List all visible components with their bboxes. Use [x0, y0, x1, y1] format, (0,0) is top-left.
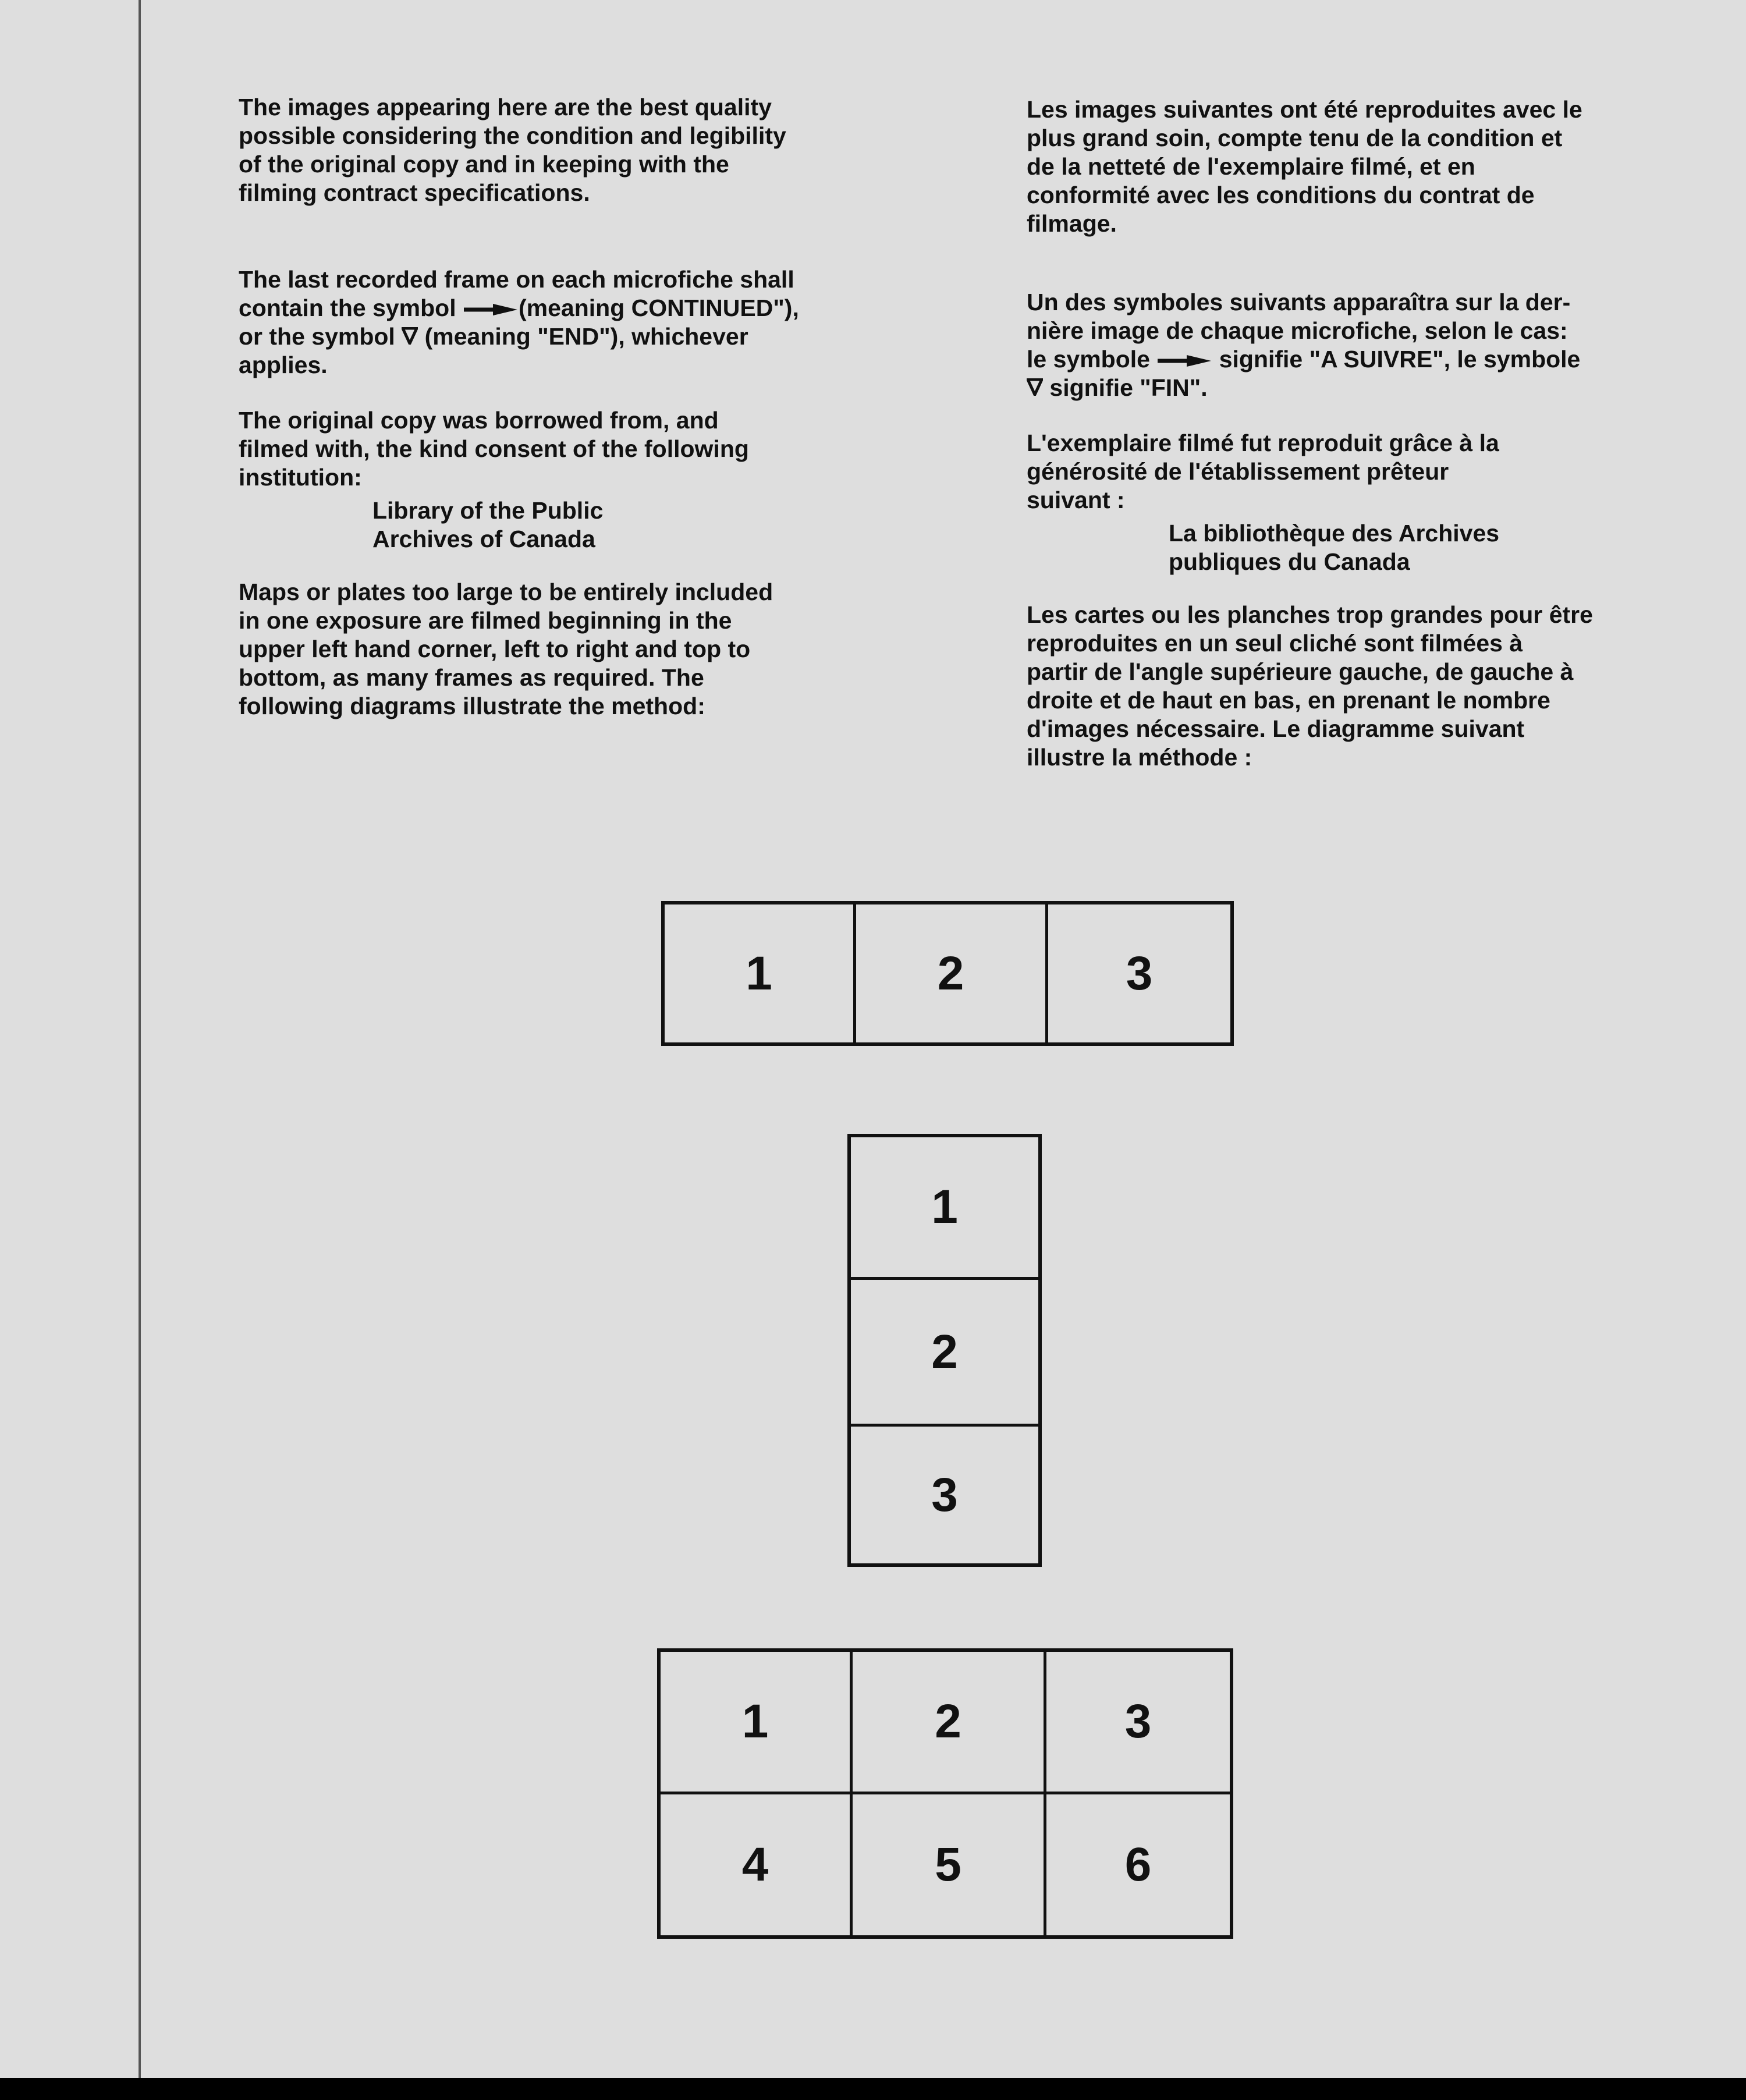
frame-cell: 3	[1045, 904, 1230, 1042]
french-symbol-text-a: Un des symboles suivants apparaîtra sur la der- nière image de chaque microfiche, selon le cas: le symbole	[1027, 289, 1571, 373]
frame-cell: 2	[853, 904, 1045, 1042]
english-symbol-paragraph	[239, 265, 896, 379]
frame-cell: 5	[850, 1792, 1044, 1935]
diagram-column	[847, 1134, 1042, 1567]
frame-cell: 1	[741, 1695, 769, 1748]
french-borrowed-paragraph: L'exemplaire filmé fut reproduit grâce à la générosité de l'établissement prêteur suivant :	[1027, 430, 1499, 513]
diagram-row	[661, 901, 1234, 1046]
french-symbol-paragraph	[1027, 288, 1684, 402]
frame-cell: 3	[1044, 1652, 1230, 1792]
frame-cell: 4	[661, 1792, 850, 1935]
diagram-grid	[657, 1648, 1233, 1939]
french-symbol-text-c: signifie "FIN".	[1043, 374, 1208, 401]
frame-cell: 2	[851, 1277, 1038, 1424]
french-quality-paragraph: Les images suivantes ont été reproduites avec le plus grand soin, compte tenu de la condition et de la netteté de l'exemplaire filmé, et en conformité avec les conditions du contrat de filmage.	[1027, 96, 1582, 237]
end-triangle-icon	[402, 327, 418, 345]
english-institution: Library of the Public Archives of Canada	[372, 497, 604, 552]
english-column	[239, 93, 896, 721]
frame-cell: 6	[1044, 1792, 1230, 1935]
french-column	[1027, 95, 1684, 772]
french-symbol-text-b: signifie "A SUIVRE", le symbole	[1219, 346, 1581, 373]
english-symbol-text-a: The last recorded frame on each microfiche shall contain the symbol	[239, 266, 794, 321]
continued-arrow-icon	[463, 303, 519, 317]
frame-cell: 2	[850, 1652, 1044, 1792]
english-borrowed-paragraph: The original copy was borrowed from, and filmed with, the kind consent of the following institution:	[239, 407, 749, 491]
english-symbol-text-b: (meaning CONTINUED"), or the symbol	[239, 295, 799, 350]
frame-cell: 1	[931, 1180, 958, 1233]
continued-arrow-icon	[1156, 354, 1212, 368]
frame-cell: 1	[746, 946, 772, 1000]
english-quality-paragraph: The images appearing here are the best quality possible considering the condition and legibility of the original copy and in keeping with the filming contract specifications.	[239, 94, 786, 206]
english-symbol-text-c: (meaning "END"), whichever applies.	[239, 323, 748, 378]
english-maps-paragraph: Maps or plates too large to be entirely included in one exposure are filmed beginning in the upper left hand corner, left to right and top to bottom, as many frames as required. The following diagrams illustrate the method:	[239, 579, 773, 719]
french-maps-paragraph: Les cartes ou les planches trop grandes pour être reproduites en un seul cliché sont filmées à partir de l'angle supérieure gauche, de gauche à droite et de haut en bas, en prenant le nombre d'images nécessaire. Le diagramme suivant illustre la méthode :	[1027, 601, 1593, 771]
page-fold-line	[139, 0, 141, 2078]
end-triangle-icon	[1027, 378, 1043, 396]
frame-cell: 3	[851, 1424, 1038, 1563]
french-institution: La bibliothèque des Archives publiques du Canada	[1169, 520, 1500, 575]
